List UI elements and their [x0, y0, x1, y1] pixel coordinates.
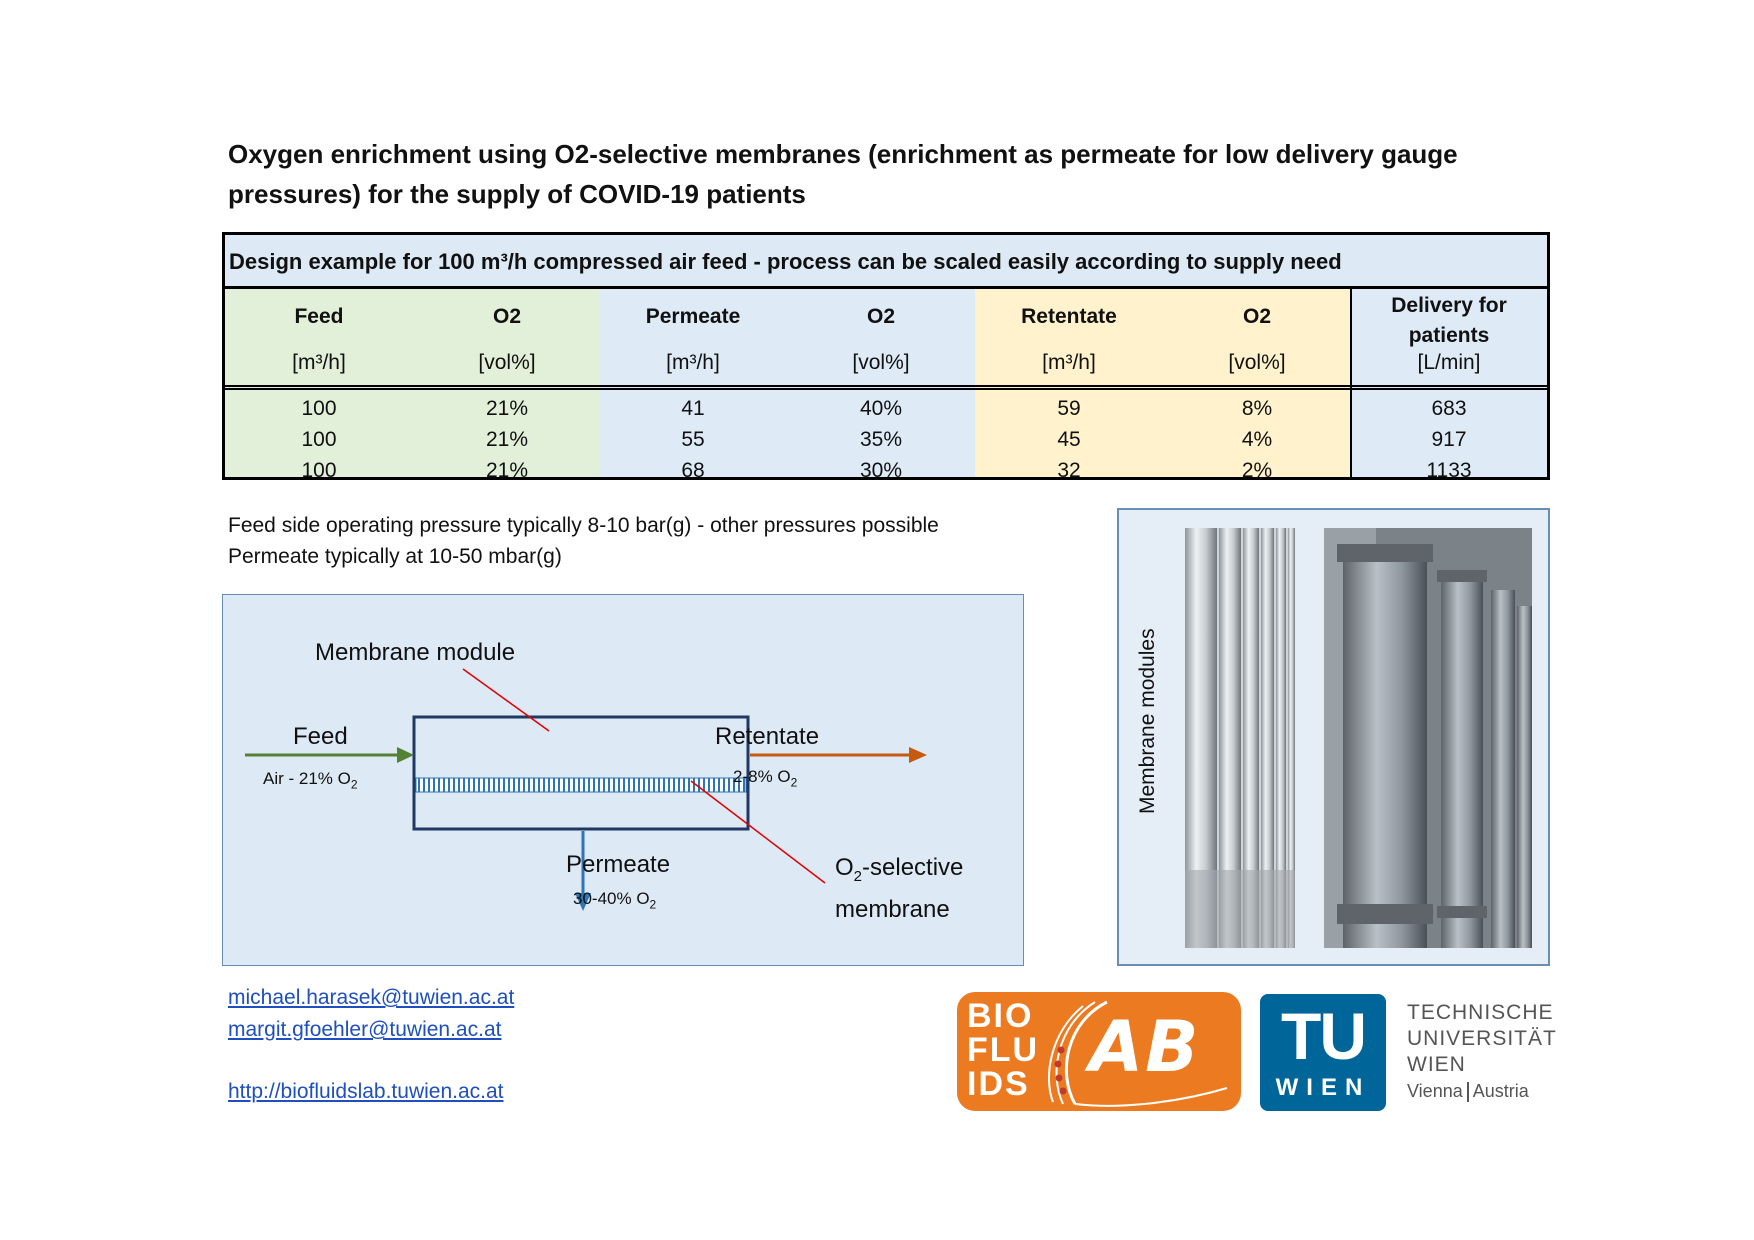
tu-name-line2: UNIVERSITÄT: [1407, 1027, 1557, 1050]
membrane-modules-photo-panel: [1117, 508, 1550, 966]
module-pointer-line: [463, 669, 549, 731]
header-delivery: [1351, 291, 1547, 351]
table-cell: 68: [681, 459, 705, 482]
process-diagram: [222, 594, 1024, 966]
header-delivery-line1: Delivery for: [1391, 294, 1507, 317]
tu-city-divider: [1467, 1082, 1469, 1102]
table-cell: 41: [681, 397, 705, 420]
email-link-harasek[interactable]: michael.harasek@tuwien.ac.at: [228, 986, 515, 1009]
unit-permeate: [m³/h]: [666, 351, 720, 374]
feed-arrowhead: [397, 747, 414, 763]
photo-right: [1324, 528, 1532, 948]
table-cell: 32: [1057, 459, 1081, 482]
header-feed: Feed: [294, 305, 344, 328]
table-cell: 8%: [1241, 397, 1273, 420]
header-permeate: Permeate: [645, 305, 741, 328]
table-cell: 35%: [859, 428, 903, 451]
header-retentate: Retentate: [1021, 305, 1117, 328]
table-cell: 21%: [485, 397, 529, 420]
unit-delivery: [L/min]: [1417, 351, 1481, 374]
note-feed-pressure: Feed side operating pressure typically 8-10 bar(g) - other pressures possible: [228, 514, 939, 537]
permeate-label: Permeate: [566, 851, 671, 878]
table-cell: 917: [1431, 428, 1467, 451]
retentate-arrowhead: [909, 747, 927, 763]
retentate-label: Retentate: [715, 723, 820, 750]
table-caption: Design example for 100 m³/h compressed air feed - process can be scaled easily according to supply need: [225, 235, 1547, 289]
tu-wien-logo: TU WIEN: [1260, 994, 1386, 1111]
unit-feed: [m³/h]: [292, 351, 346, 374]
page-title: [228, 134, 1568, 214]
membrane-modules-photo: [1119, 510, 1548, 964]
table-cell: 55: [681, 428, 705, 451]
table-cell: 683: [1431, 397, 1467, 420]
design-table: [222, 232, 1550, 480]
note-permeate-pressure: Permeate typically at 10-50 mbar(g): [228, 545, 562, 568]
table-cell: 40%: [859, 397, 903, 420]
table-cell: 1133: [1426, 459, 1472, 482]
website-link[interactable]: http://biofluidslab.tuwien.ac.at: [228, 1080, 504, 1103]
header-separator: [225, 385, 1547, 390]
email-link-gfoehler[interactable]: margit.gfoehler@tuwien.ac.at: [228, 1018, 502, 1041]
unit-retentate: [m³/h]: [1042, 351, 1096, 374]
table-cell: 100: [301, 428, 337, 451]
permeate-composition: 30-40% $O_2$: [573, 889, 657, 912]
unit-retentate-o2: [vol%]: [1228, 351, 1286, 374]
table-cell: 59: [1057, 397, 1081, 420]
table-cell: 4%: [1241, 428, 1273, 451]
membrane-label: $O_2$-selective membrane: [835, 854, 964, 923]
table-cell: 45: [1057, 428, 1081, 451]
biofluids-lab-logo: BIO FLU IDS AB: [957, 992, 1241, 1111]
tu-name-line1: TECHNISCHE: [1407, 1001, 1554, 1024]
tu-name-line3: WIEN: [1407, 1053, 1466, 1076]
table-cell: 100: [301, 459, 337, 482]
table-cell: 100: [301, 397, 337, 420]
feed-composition: Air - 21% $O_2$: [263, 769, 358, 792]
feed-label: Feed: [293, 723, 348, 750]
title-line-2: pressures) for the supply of COVID-19 patients: [228, 179, 806, 209]
header-delivery-line2: patients: [1408, 324, 1490, 347]
unit-feed-o2: [vol%]: [478, 351, 536, 374]
photo-left: [1185, 528, 1295, 948]
membrane-modules-label: Membrane modules: [1136, 628, 1159, 814]
title-line-1: Oxygen enrichment using O2-selective membranes (enrichment as permeate for low delivery gauge: [228, 139, 1458, 169]
membrane-module-box: [414, 717, 748, 829]
header-feed-o2: O2: [492, 305, 521, 328]
tu-city: Vienna Austria: [1407, 1081, 1529, 1101]
membrane-pointer-line: [691, 781, 825, 883]
unit-permeate-o2: [vol%]: [852, 351, 910, 374]
header-permeate-o2: O2: [866, 305, 895, 328]
membrane-module-label: Membrane module: [315, 639, 516, 666]
table-cell: 21%: [485, 428, 529, 451]
retentate-composition: 2-8% $O_2$: [733, 767, 798, 790]
table-cell: 30%: [859, 459, 903, 482]
header-retentate-o2: O2: [1242, 305, 1271, 328]
table-cell: 2%: [1241, 459, 1273, 482]
table-cell: 21%: [485, 459, 529, 482]
